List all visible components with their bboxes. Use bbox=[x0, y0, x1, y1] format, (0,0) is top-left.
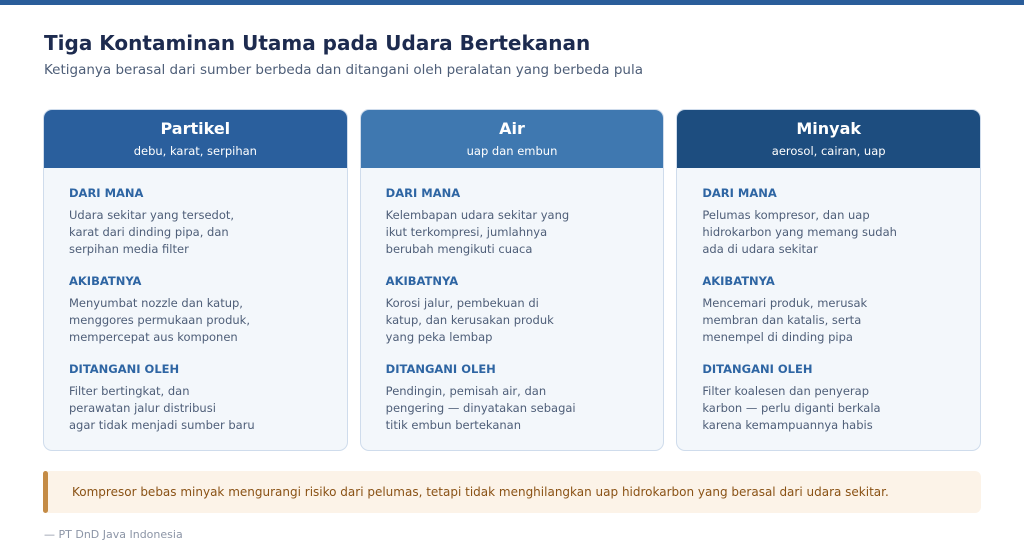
text-line: karat dari dinding pipa, dan bbox=[69, 225, 229, 239]
text-line: Mencemari produk, merusak bbox=[702, 296, 868, 310]
section-text bbox=[702, 383, 922, 434]
text-line: membran dan katalis, serta bbox=[702, 313, 862, 327]
text-line: Kelembapan udara sekitar yang bbox=[385, 208, 570, 222]
section-text bbox=[702, 207, 922, 258]
card-body bbox=[44, 168, 347, 450]
text-line: karena kemampuannya habis bbox=[702, 418, 873, 432]
card-body bbox=[677, 168, 980, 450]
text-line: pengering — dinyatakan sebagai bbox=[385, 401, 576, 415]
section-handled-by bbox=[69, 362, 322, 434]
section-heading: DITANGANI OLEH bbox=[69, 362, 180, 376]
text-line: ada di udara sekitar bbox=[702, 242, 818, 256]
card-air bbox=[360, 109, 665, 451]
text-line: katup, dan kerusakan produk bbox=[385, 313, 554, 327]
page-subtitle: Ketiganya berasal dari sumber berbeda dan ditangani oleh peralatan yang berbeda pula bbox=[44, 62, 643, 78]
page-title: Tiga Kontaminan Utama pada Udara Bertekanan bbox=[44, 31, 591, 55]
text-line: hidrokarbon yang memang sudah bbox=[702, 225, 897, 239]
text-line: yang peka lembap bbox=[385, 330, 493, 344]
section-effect bbox=[386, 274, 639, 346]
text-line: menempel di dinding pipa bbox=[702, 330, 853, 344]
section-heading: DITANGANI OLEH bbox=[702, 362, 813, 376]
section-source bbox=[702, 186, 955, 258]
card-title: Air bbox=[499, 119, 525, 138]
callout-text: Kompresor bebas minyak mengurangi risiko dari pelumas, tetapi tidak menghilangkan uap hidrokarbon yang berasal dari udara sekitar. bbox=[72, 485, 889, 499]
card-minyak bbox=[676, 109, 981, 451]
contaminant-cards bbox=[43, 109, 981, 451]
section-heading: DARI MANA bbox=[385, 186, 461, 200]
text-line: titik embun bertekanan bbox=[385, 418, 522, 432]
section-text bbox=[386, 295, 606, 346]
card-partikel bbox=[43, 109, 348, 451]
card-subtitle: debu, karat, serpihan bbox=[133, 144, 257, 158]
card-header bbox=[677, 110, 980, 168]
text-line: serpihan media filter bbox=[69, 242, 189, 256]
text-line: ikut terkompresi, jumlahnya bbox=[385, 225, 548, 239]
card-title: Partikel bbox=[160, 119, 231, 138]
section-source bbox=[386, 186, 639, 258]
section-text bbox=[69, 295, 289, 346]
card-subtitle: aerosol, cairan, uap bbox=[771, 144, 886, 158]
section-text bbox=[702, 295, 922, 346]
top-accent-bar bbox=[0, 0, 1024, 5]
text-line: Pelumas kompresor, dan uap bbox=[702, 208, 870, 222]
text-line: Udara sekitar yang tersedot, bbox=[69, 208, 235, 222]
text-line: karbon — perlu diganti berkala bbox=[702, 401, 881, 415]
text-line: berubah mengikuti cuaca bbox=[385, 242, 533, 256]
section-text bbox=[386, 207, 606, 258]
text-line: Menyumbat nozzle dan katup, bbox=[69, 296, 243, 310]
text-line: Filter bertingkat, dan bbox=[69, 384, 190, 398]
callout-note bbox=[43, 471, 981, 513]
callout-accent-bar bbox=[43, 471, 48, 513]
section-handled-by bbox=[702, 362, 955, 434]
text-line: menggores permukaan produk, bbox=[69, 313, 251, 327]
section-heading: AKIBATNYA bbox=[702, 274, 775, 288]
section-effect bbox=[69, 274, 322, 346]
card-header bbox=[44, 110, 347, 168]
footer-credit: — PT DnD Java Indonesia bbox=[44, 528, 183, 541]
section-heading: AKIBATNYA bbox=[69, 274, 142, 288]
text-line: Filter koalesen dan penyerap bbox=[702, 384, 870, 398]
section-effect bbox=[702, 274, 955, 346]
section-handled-by bbox=[386, 362, 639, 434]
card-title: Minyak bbox=[796, 119, 862, 138]
section-heading: DARI MANA bbox=[69, 186, 144, 200]
text-line: Pendingin, pemisah air, dan bbox=[385, 384, 547, 398]
section-text bbox=[69, 383, 289, 434]
section-heading: DARI MANA bbox=[702, 186, 777, 200]
section-text bbox=[69, 207, 289, 258]
card-body bbox=[361, 168, 664, 450]
section-text bbox=[386, 383, 606, 434]
section-heading: DITANGANI OLEH bbox=[385, 362, 496, 376]
text-line: Korosi jalur, pembekuan di bbox=[385, 296, 539, 310]
text-line: perawatan jalur distribusi bbox=[69, 401, 216, 415]
section-heading: AKIBATNYA bbox=[385, 274, 459, 288]
section-source bbox=[69, 186, 322, 258]
card-header bbox=[361, 110, 664, 168]
text-line: mempercepat aus komponen bbox=[69, 330, 238, 344]
card-subtitle: uap dan embun bbox=[466, 144, 558, 158]
text-line: agar tidak menjadi sumber baru bbox=[69, 418, 255, 432]
